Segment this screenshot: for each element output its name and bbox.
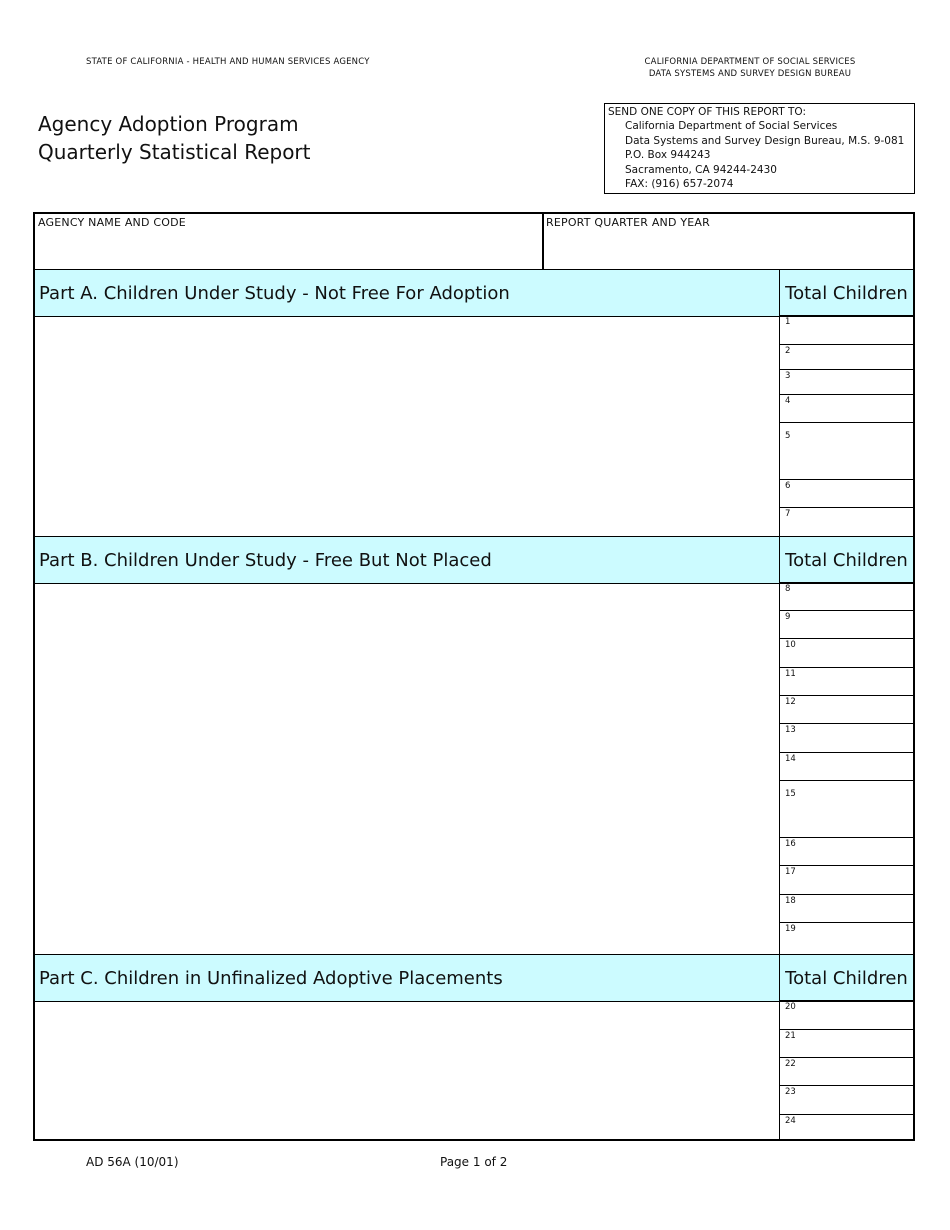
send-to-box [604,103,915,194]
send-to-heading: SEND ONE COPY OF THIS REPORT TO: [608,106,807,118]
part-a-title: Part A. Children Under Study - Not Free For Adoption [39,283,510,304]
dept-line-1: CALIFORNIA DEPARTMENT OF SOCIAL SERVICES [644,57,856,67]
total-cell[interactable]: 24 [779,1114,913,1141]
total-children-label: Total Children [785,283,908,304]
part-a-total-header [779,269,913,317]
total-cell[interactable]: 4 [779,394,913,422]
send-to-line: P.O. Box 944243 [625,149,711,161]
total-cell[interactable]: 12 [779,695,913,723]
part-a-header [35,269,779,317]
total-cell[interactable]: 3 [779,369,913,394]
agency-header: STATE OF CALIFORNIA - HEALTH AND HUMAN SERVICES AGENCY [86,57,370,67]
total-cell[interactable]: 16 [779,837,913,865]
title-line-2: Quarterly Statistical Report [38,140,311,164]
total-cell[interactable]: 2 [779,344,913,369]
total-cell[interactable]: 8 [779,582,913,610]
total-cell[interactable]: 22 [779,1057,913,1085]
total-cell[interactable]: 17 [779,865,913,894]
send-to-line: California Department of Social Services [625,120,838,132]
send-to-line: Sacramento, CA 94244-2430 [625,163,777,176]
total-cell[interactable]: 21 [779,1029,913,1057]
part-b-total-header [779,536,913,584]
total-cell[interactable]: 20 [779,1000,913,1029]
total-cell[interactable]: 9 [779,610,913,638]
department-header [600,56,900,80]
total-cell[interactable]: 11 [779,667,913,695]
total-cell[interactable]: 5 [779,422,913,479]
total-cell[interactable]: 14 [779,752,913,780]
total-cell[interactable]: 7 [779,507,913,536]
agency-name-field[interactable]: AGENCY NAME AND CODE [38,216,186,229]
field-divider [542,214,544,269]
total-cell[interactable]: 13 [779,723,913,752]
send-to-line: Data Systems and Survey Design Bureau, M.S. 9-081 [625,134,905,147]
agency-info-row [35,214,913,271]
total-cell[interactable]: 23 [779,1085,913,1114]
report-form [33,212,915,1141]
title-line-1: Agency Adoption Program [38,112,299,136]
dept-line-2: DATA SYSTEMS AND SURVEY DESIGN BUREAU [648,69,852,79]
total-cell[interactable]: 10 [779,638,913,667]
part-b-header [35,536,779,584]
total-children-label: Total Children [785,968,908,989]
report-title [38,110,311,166]
total-cell[interactable]: 19 [779,922,913,954]
total-cell[interactable]: 18 [779,894,913,922]
form-id: AD 56A (10/01) [86,1155,179,1169]
send-to-line: FAX: (916) 657-2074 [625,178,734,190]
total-children-label: Total Children [785,550,908,571]
total-cell[interactable]: 6 [779,479,913,507]
total-cell[interactable]: 1 [779,315,913,344]
total-cell[interactable]: 15 [779,780,913,837]
part-b-title: Part B. Children Under Study - Free But Not Placed [39,550,492,571]
report-quarter-field[interactable]: REPORT QUARTER AND YEAR [546,216,710,229]
page-number: Page 1 of 2 [440,1155,508,1169]
part-c-header [35,954,779,1002]
part-c-title: Part C. Children in Unfinalized Adoptive Placements [39,968,503,989]
part-c-total-header [779,954,913,1002]
